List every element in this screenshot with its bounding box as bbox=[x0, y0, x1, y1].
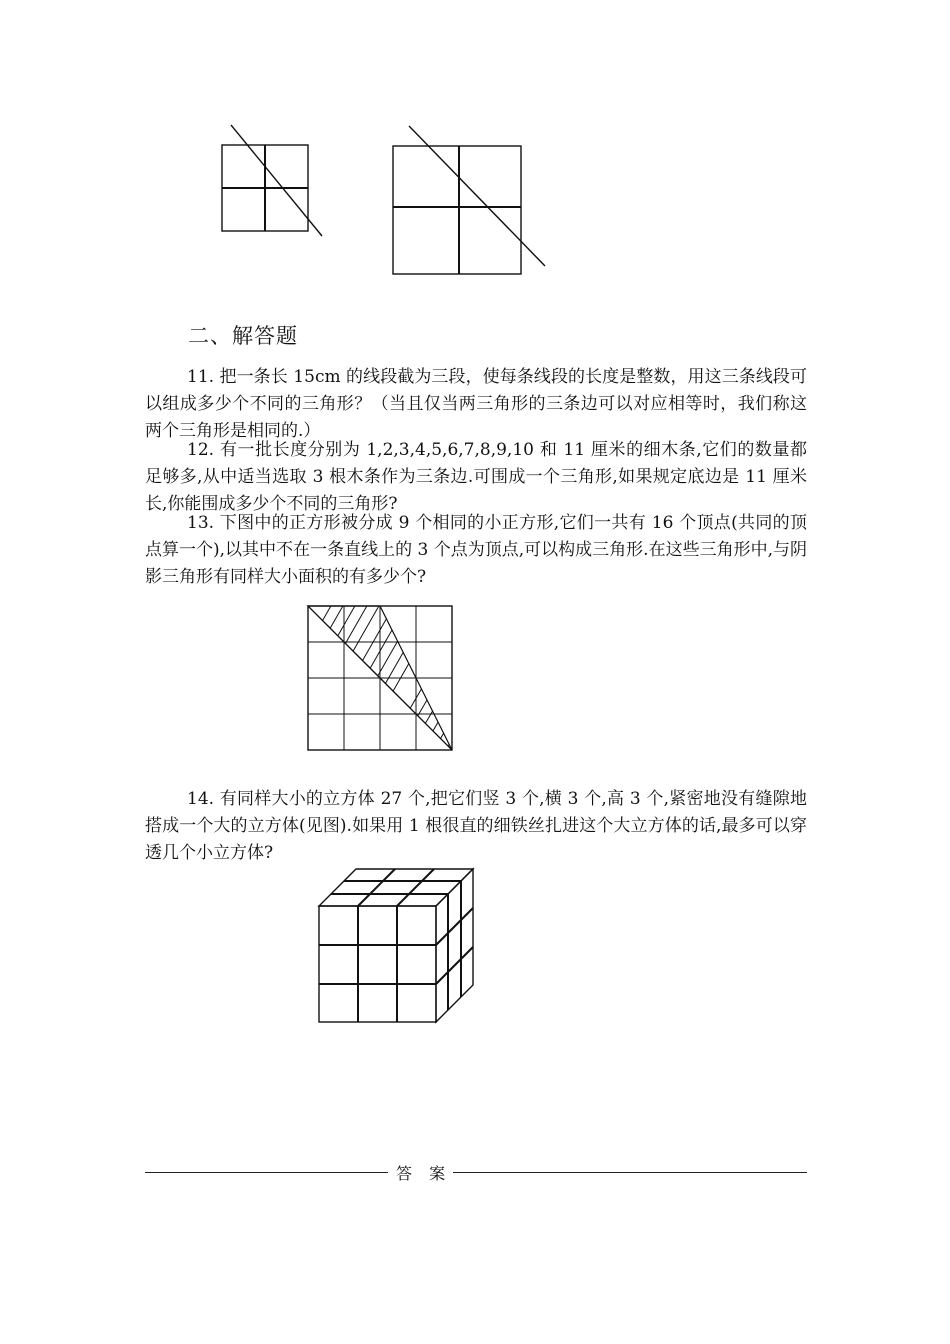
divider-line-left bbox=[145, 1172, 388, 1173]
section-title: 二、解答题 bbox=[188, 324, 298, 348]
problem-number: 12. bbox=[187, 440, 215, 460]
divider-line-right bbox=[453, 1172, 807, 1173]
problem-text: 下图中的正方形被分成 9 个相同的小正方形,它们一共有 16 个顶点(共同的顶点算一个),以其中不在一条直线上的 3 个点为顶点,可以构成三角形.在这些三角形中,与阴影三角形有同样大小面积的有多少个? bbox=[145, 513, 807, 587]
problem-number: 14. bbox=[187, 789, 215, 809]
problem-text: 把一条长 15cm 的线段截为三段，使每条线段的长度是整数，用这三条线段可以组成多少个不同的三角形？（当且仅当两三角形的三条边可以对应相等时，我们称这两个三角形是相同的.） bbox=[145, 367, 807, 441]
problem-text: 有一批长度分别为 1,2,3,4,5,6,7,8,9,10 和 11 厘米的细木条,它们的数量都足够多,从中适当选取 3 根木条作为三条边.可围成一个三角形,如果规定底边是 11 厘米长,你能围成多少个不同的三角形? bbox=[145, 440, 807, 514]
problem-text: 有同样大小的立方体 27 个,把它们竖 3 个,横 3 个,高 3 个,紧密地没有缝隙地搭成一个大的立方体(见图).如果用 1 根很直的细铁丝扎进这个大立方体的话,最多可以穿透几个小立方体? bbox=[145, 789, 807, 863]
answer-label: 答 案 bbox=[396, 1163, 452, 1183]
answer-divider bbox=[145, 1160, 807, 1184]
problem-number: 11. bbox=[187, 367, 215, 387]
problem-number: 13. bbox=[187, 513, 215, 533]
